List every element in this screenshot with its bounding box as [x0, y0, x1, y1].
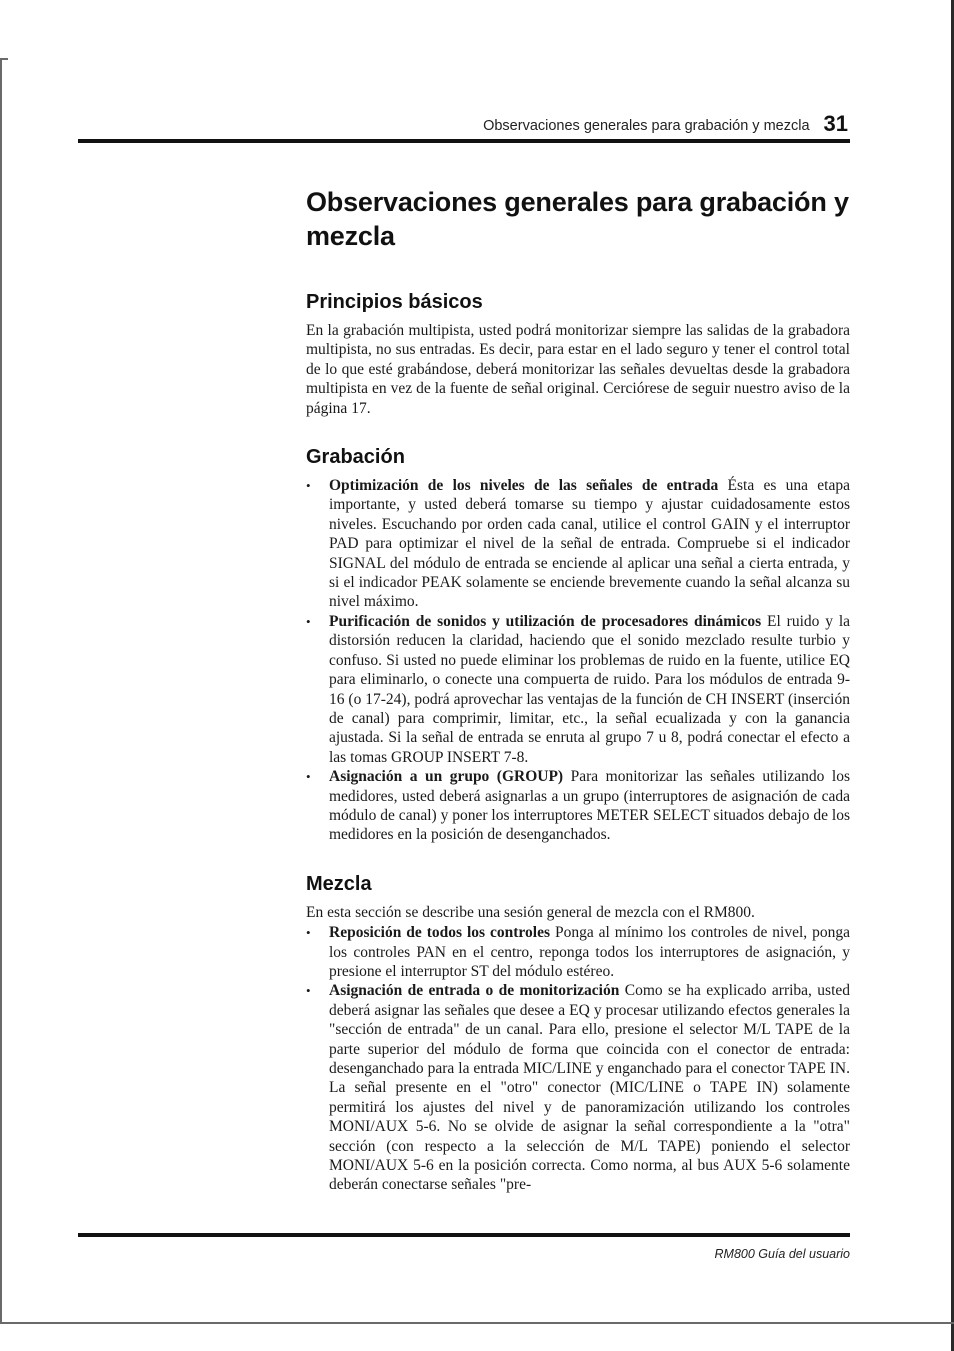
list-item-text: Para monitorizar las señales utilizando los medidores, usted deberá asignarlas a un grupo (interruptores de asignación de cada módulo de canal) y poner los interruptores METER SELECT situados debajo de los medidores en la posición de desenganchados. — [329, 768, 850, 844]
header-rule — [78, 139, 850, 143]
list-item-text: Como se ha explicado arriba, usted deberá asignar las señales que desee a EQ y procesar utilizando efectos generales la "sección de entrada" de un canal. Para ello, presione el selector M/L TAPE de la parte superior del módulo de forma que coincida con el conector de entrada: desenganchado para la entrada MIC/LINE y enganchado para el conector TAPE IN. La señal presente en el "otro" conector (MIC/LINE o TAPE IN) solamente permitirá los ajustes del nivel y de panoramización utilizando los controles MONI/AUX 5-6. No se olvide de asignar la señal correspondiente a la "otra" sección (con respecto a la selección de M/L TAPE) poniendo el selector MONI/AUX 5-6 en la posición correcta. Como norma, al bus AUX 5-6 solamente deberán conectarse señales "pre- — [329, 982, 851, 1194]
bullet-icon: • — [306, 983, 311, 999]
list-item-lead: Purificación de sonidos y utilización de procesadores dinámicos — [329, 612, 762, 630]
scan-edge-bottom — [0, 1322, 954, 1324]
scan-edge-left — [0, 58, 2, 1323]
list-item — [306, 923, 850, 981]
paragraph-mezcla-intro: En esta sección se describe una sesión general de mezcla con el RM800. — [306, 903, 755, 921]
running-head-title: Observaciones generales para grabación y mezcla — [483, 118, 810, 134]
footer-rule — [78, 1233, 850, 1237]
section-mezcla — [306, 871, 850, 1195]
list-item-lead: Asignación de entrada o de monitorización — [329, 982, 620, 1000]
list-item — [306, 612, 850, 767]
bullet-icon: • — [306, 925, 311, 941]
list-item — [306, 981, 850, 1194]
bullet-icon: • — [306, 613, 311, 629]
list-item-lead: Asignación a un grupo (GROUP) — [329, 768, 564, 786]
grabacion-list — [306, 476, 850, 845]
list-item — [306, 767, 850, 845]
list-item-lead: Optimización de los niveles de las señales de entrada — [329, 477, 719, 495]
footer-text: RM800 Guía del usuario — [714, 1247, 850, 1261]
list-item-text: Ésta es una etapa importante, y usted deberá tomarse su tiempo y ajustar cuidadosamente estos niveles. Escuchando por orden cada canal, utilice el control GAIN y el interruptor PAD para optimizar el nivel de la señal de entrada. Compruebe si el indicador SIGNAL del módulo de entrada se enciende al aplicar una señal a cierta entrada, y si el indicador PEAK solamente se enciende brevemente cuando la señal alcanza su nivel máximo. — [329, 477, 850, 611]
mezcla-list — [306, 923, 850, 1195]
list-item-text: El ruido y la distorsión reducen la claridad, haciendo que el sonido mezclado resulte turbio y confuso. Si usted no puede eliminar los problemas de ruido en la fuente, utilice EQ para eliminarlo, o conecte una compuerta de ruido. Para los módulos de entrada 9-16 (o 17-24), podrá aprovechar las ventajas de la función de CH INSERT (inserción de canal) para comprimir, limitar, etc., la señal ecualizada y con la ganancia ajustada. Si la señal de entrada se enruta al grupo 7 u 8, podrá conectar el efecto a las tomas GROUP INSERT 7-8. — [329, 612, 851, 766]
section-heading-mezcla: Mezcla — [306, 872, 372, 895]
paragraph-principios: En la grabación multipista, usted podrá monitorizar siempre las salidas de la grabadora multipista, no sus entradas. Es decir, para estar en el lado seguro y tener el control total de lo que esté grabándose, deberá monitorizar las señales devueltas desde la grabadora multipista en vez de la fuente de señal original. Cerciórese de seguir nuestro aviso de la página 17. — [306, 322, 850, 417]
list-item-text: Ponga al mínimo los controles de nivel, ponga los controles PAN en el centro, reponga todos los interruptores de asignación, y presione el interruptor ST del módulo estéreo. — [329, 924, 850, 980]
main-content — [306, 185, 850, 1221]
section-heading-grabacion: Grabación — [306, 446, 405, 469]
list-item — [306, 476, 850, 612]
list-item-lead: Reposición de todos los controles — [329, 924, 550, 942]
running-head — [483, 107, 848, 137]
section-grabacion — [306, 444, 850, 845]
section-heading-principios: Principios básicos — [306, 291, 483, 313]
page-title: Observaciones generales para grabación y mezcla — [306, 187, 849, 251]
bullet-icon: • — [306, 769, 311, 785]
page-number: 31 — [823, 111, 848, 136]
section-principios — [306, 289, 850, 418]
scan-edge-mark — [0, 58, 8, 60]
bullet-icon: • — [306, 478, 311, 494]
